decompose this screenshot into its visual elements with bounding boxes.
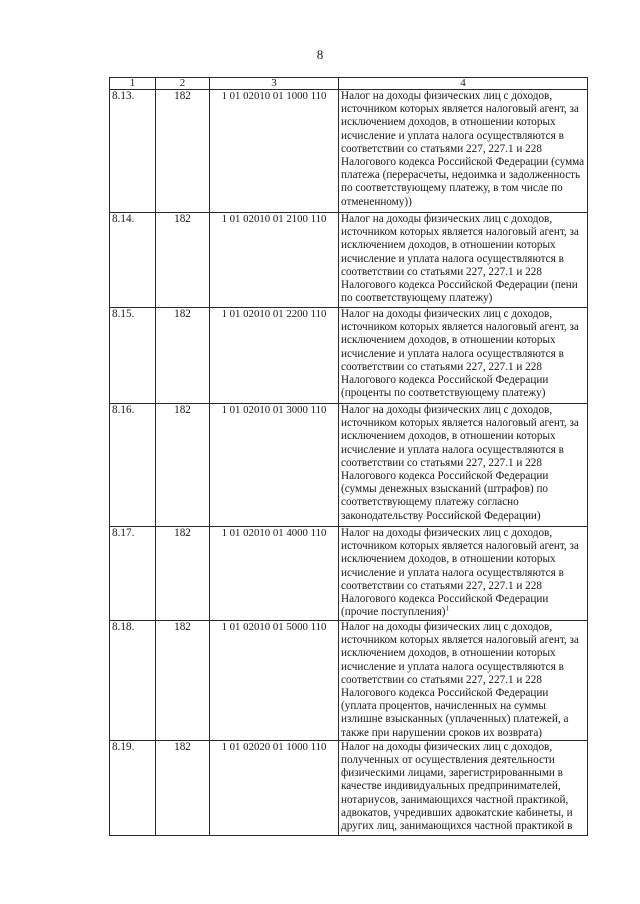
admin-code: 182 [156,404,210,527]
header-row [110,78,588,90]
admin-code: 182 [156,90,210,213]
income-description: Налог на доходы физических лиц с доходов, источником которых является налоговый агент, за исключением доходов, в отношении которых исчисление и уплата налога осуществляются в соответствии со статьями 227, 227.1 и 228 Налогового кодекса Российской Федерации (проценты по соответствующему платежу) [339,308,588,404]
admin-code: 182 [156,621,210,741]
income-description: Налог на доходы физических лиц с доходов, источником которых является налоговый агент, за исключением доходов, в отношении которых исчисление и уплата налога осуществляются в соответствии со статьями 227, 227.1 и 228 Налогового кодекса Российской Федерации (сумма платежа (перерасчеты, недоимка и задолженность по соответствующему платежу, в том числе по отмененному)) [339,90,588,213]
income-description-text: Налог на доходы физических лиц с доходов, источником которых является налоговый агент, за исключением доходов, в отношении которых исчисление и уплата налога осуществляются в соответствии со статьями 227, 227.1 и 228 Налогового кодекса Российской Федерации (прочие поступления) [341,527,579,619]
table-row [110,213,588,308]
page-number: 8 [316,47,324,62]
income-description: Налог на доходы физических лиц с доходов, полученных от осуществления деятельности физическими лицами, зарегистрированными в качестве индивидуальных предпринимателей, нотариусов, занимающихся частной практикой, адвокатов, учредивших адвокатские кабинеты, и других лиц, занимающихся частной практикой в [339,740,588,835]
admin-code: 182 [156,213,210,308]
row-number: 8.17. [110,527,156,621]
income-description: Налог на доходы физических лиц с доходов, источником которых является налоговый агент, за исключением доходов, в отношении которых исчисление и уплата налога осуществляются в соответствии со статьями 227, 227.1 и 228 Налогового кодекса Российской Федерации (уплата процентов, начисленных на суммы излишне взысканных (уплаченных) платежей, а также при нарушении сроков их возврата) [339,621,588,741]
table-row [110,308,588,404]
income-description: Налог на доходы физических лиц с доходов, источником которых является налоговый агент, за исключением доходов, в отношении которых исчисление и уплата налога осуществляются в соответствии со статьями 227, 227.1 и 228 Налогового кодекса Российской Федерации (суммы денежных взысканий (штрафов) по соответствующему платежу согласно законодательству Российской Федерации) [339,404,588,527]
budget-codes-table [109,77,588,836]
table-row [110,527,588,621]
budget-classification-code: 1 01 02010 01 1000 110 [210,90,339,213]
header-col-1: 1 [110,78,156,90]
header-col-4: 4 [339,78,588,90]
row-number: 8.16. [110,404,156,527]
budget-classification-code: 1 01 02010 01 3000 110 [210,404,339,527]
income-description: Налог на доходы физических лиц с доходов, источником которых является налоговый агент, за исключением доходов, в отношении которых исчисление и уплата налога осуществляются в соответствии со статьями 227, 227.1 и 228 Налогового кодекса Российской Федерации (пени по соответствующему платежу) [339,213,588,308]
table-header [110,78,588,90]
budget-classification-code: 1 01 02010 01 2100 110 [210,213,339,308]
row-number: 8.15. [110,308,156,404]
budget-classification-code: 1 01 02020 01 1000 110 [210,740,339,835]
budget-classification-code: 1 01 02010 01 2200 110 [210,308,339,404]
header-col-2: 2 [156,78,210,90]
table-body [110,90,588,836]
table-row [110,404,588,527]
table-row [110,740,588,835]
budget-classification-code: 1 01 02010 01 5000 110 [210,621,339,741]
row-number: 8.18. [110,621,156,741]
row-number: 8.14. [110,213,156,308]
admin-code: 182 [156,527,210,621]
budget-classification-code: 1 01 02010 01 4000 110 [210,527,339,621]
row-number: 8.19. [110,740,156,835]
table-row [110,90,588,213]
income-description [339,527,588,621]
admin-code: 182 [156,740,210,835]
header-col-3: 3 [210,78,339,90]
row-number: 8.13. [110,90,156,213]
admin-code: 182 [156,308,210,404]
table-row [110,621,588,741]
footnote-marker: 1 [445,604,450,613]
